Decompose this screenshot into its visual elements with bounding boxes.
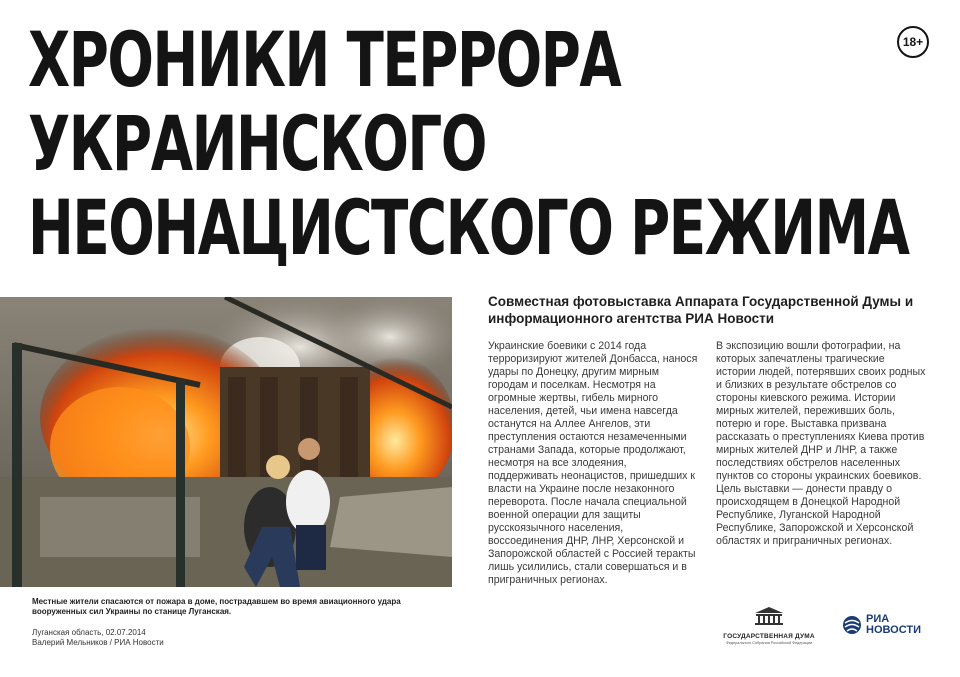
ria-line-2: НОВОСТИ bbox=[866, 624, 922, 636]
title-line-1: ХРОНИКИ ТЕРРОРА bbox=[28, 15, 621, 104]
photo-caption-description: Местные жители спасаются от пожара в доме, пострадавшем во время авиационного удара вооруженных сил Украины по станице Луганская. bbox=[32, 597, 401, 616]
title-line-2: УКРАИНСКОГО bbox=[28, 99, 486, 188]
fire-photo bbox=[0, 297, 452, 587]
photo-caption-credit: Валерий Мельников / РИА Новости bbox=[32, 638, 164, 647]
ria-line-1: РИА bbox=[866, 613, 890, 625]
ria-novosti-logo bbox=[842, 614, 921, 636]
duma-building-icon bbox=[753, 606, 785, 626]
body-text-column-1: Украинские боевики с 2014 года терроризируют жителей Донбасса, нанося удары по Донецку, другим мирным городам и поселкам. Несмотря на огромные жертвы, гибель мирного населения, детей, чьи имена навсегда останутся на Аллее Ангелов, эти преступления остаются незамеченными странами Запада, которые продолжают, несмотря на все злодеяния, поддерживать неонацистов, пришедших к власти на Украине после незаконного переворота. После начала специальной военной операции для защиты русскоязычного населения, воссоединения ДНР, ЛНР, Херсонской и Запорожской областей с Россией теракты лишь усилились, стали совершаться и в приграничных регионах. bbox=[488, 340, 698, 586]
state-duma-logo bbox=[714, 606, 824, 645]
duma-name: ГОСУДАРСТВЕННАЯ ДУМА bbox=[723, 633, 815, 640]
duma-subtitle: Федерального Собрания Российской Федерации bbox=[725, 641, 813, 645]
ria-globe-icon bbox=[842, 615, 862, 635]
title-line-3: НЕОНАЦИСТСКОГО РЕЖИМА bbox=[28, 183, 909, 272]
exhibition-subtitle: Совместная фотовыставка Аппарата Государственной Думы и информационного агентства РИА Новости bbox=[488, 294, 914, 326]
fire-photo-illustration bbox=[0, 297, 452, 587]
age-rating-badge: 18+ bbox=[897, 26, 929, 58]
body-text-column-2: В экспозицию вошли фотографии, на которых запечатлены трагические истории людей, потерявших своих родных и близких в результате обстрелов со стороны киевского режима. Истории мирных жителей, переживших боль, потерю и горе. Выставка призвана рассказать о преступлениях Киева против мирных жителей ДНР и ЛНР, а также последствиях обстрелов населенных пунктов со стороны украинских боевиков. Цель выставки — донести правду о происходящем в Донецкой Народной Республике, Луганской Народной Республике, Запорожской и Херсонской областях и приграничных регионах. bbox=[716, 340, 926, 547]
page-title bbox=[28, 15, 909, 272]
photo-caption-location-date: Луганская область, 02.07.2014 bbox=[32, 628, 146, 637]
